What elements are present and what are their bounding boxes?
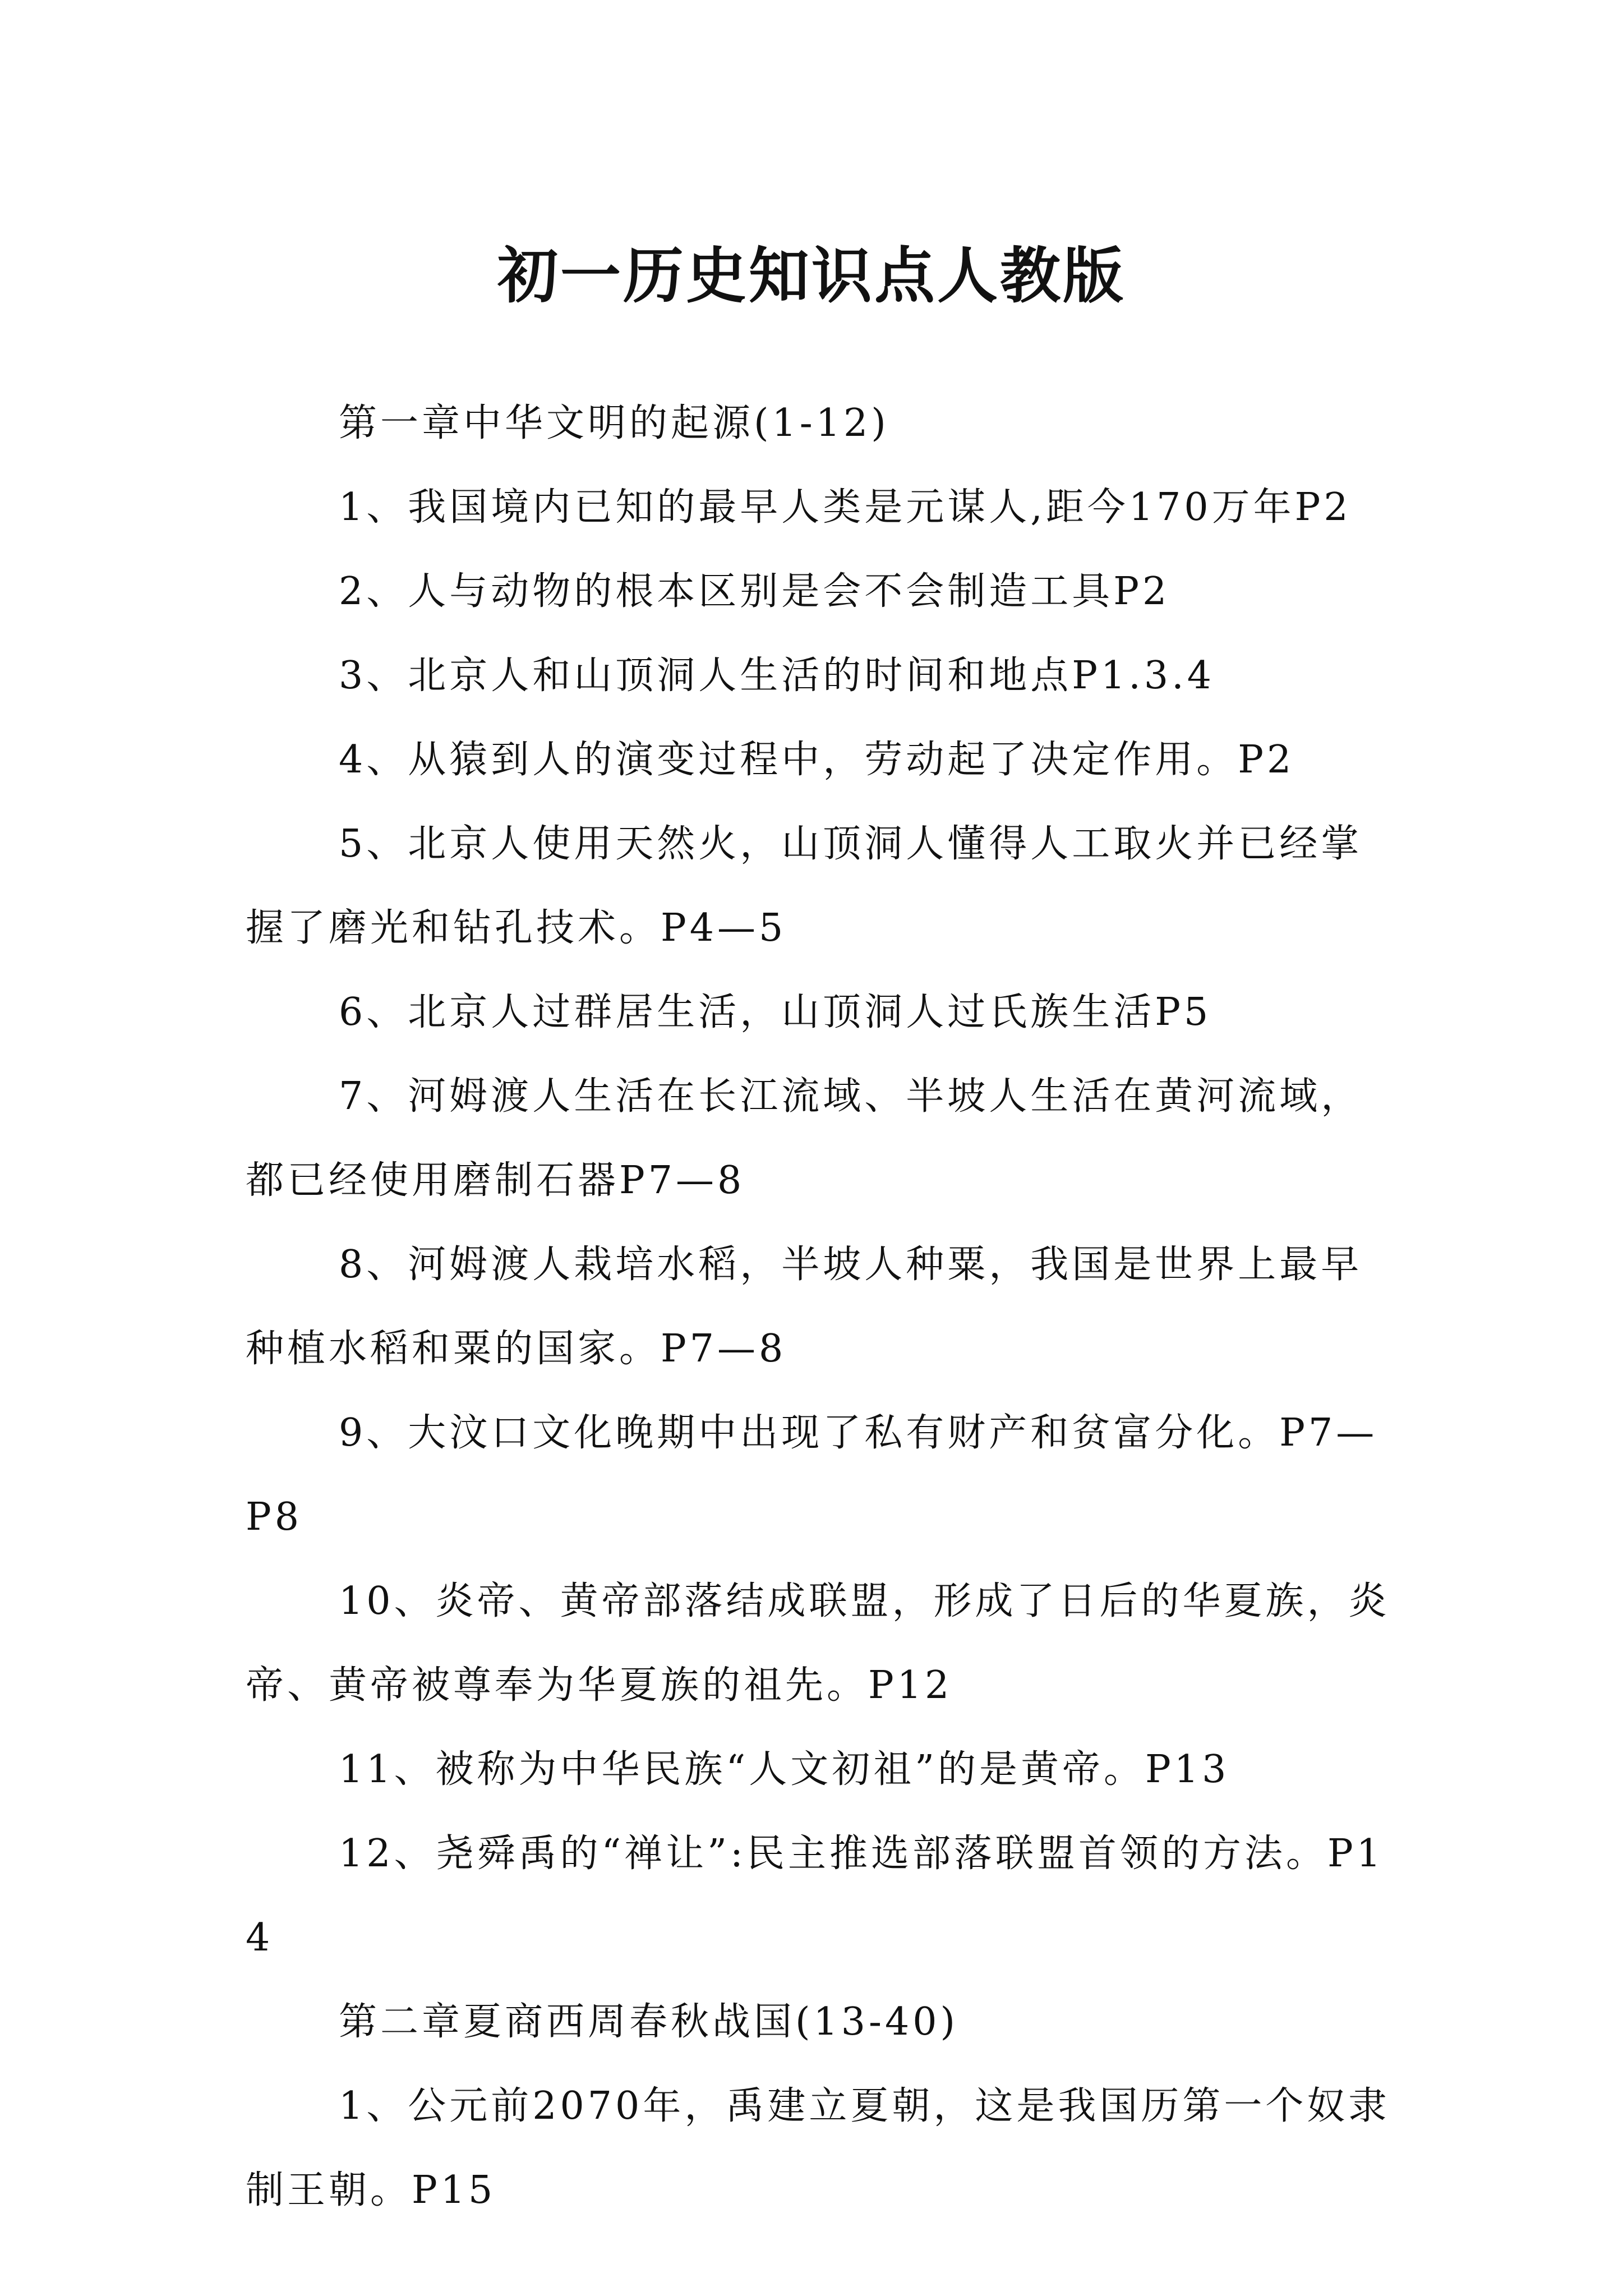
list-item: 1、公元前2070年，禹建立夏朝，这是我国历第一个奴隶制王朝。P15 — [246, 2084, 1390, 2212]
list-item: 2、人与动物的根本区别是会不会制造工具P2 — [339, 569, 1170, 614]
list-item: 9、大汶口文化晚期中出现了私有财产和贫富分化。P7—P8 — [246, 1411, 1378, 1539]
list-item: 7、河姆渡人生活在长江流域、半坡人生活在黄河流域，都已经使用磨制石器P7—8 — [246, 1074, 1363, 1203]
list-item: 12、尧舜禹的“禅让”:民主推选部落联盟首领的方法。P14 — [246, 1832, 1384, 1960]
document-title: 初一历史知识点人教版 — [497, 241, 1126, 312]
list-item: 6、北京人过群居生活，山顶洞人过氏族生活P5 — [339, 990, 1212, 1034]
list-item: 10、炎帝、黄帝部落结成联盟，形成了日后的华夏族，炎帝、黄帝被尊奉为华夏族的祖先。P12 — [246, 1579, 1390, 1708]
list-item: 1、我国境内已知的最早人类是元谋人,距今170万年P2 — [339, 485, 1352, 530]
list-item: 4、从猿到人的演变过程中，劳动起了决定作用。P2 — [339, 738, 1295, 782]
list-item: 5、北京人使用天然火，山顶洞人懂得人工取火并已经掌握了磨光和钻孔技术。P4—5 — [246, 822, 1363, 950]
document-body — [246, 381, 1395, 2233]
chapter-heading: 第一章中华文明的起源(1-12) — [339, 401, 889, 445]
list-item: 11、被称为中华民族“人文初祖”的是黄帝。P13 — [339, 1747, 1230, 1792]
chapter-heading: 第二章夏商西周春秋战国(13-40) — [339, 2000, 959, 2044]
list-item: 3、北京人和山顶洞人生活的时间和地点P1.3.4 — [339, 654, 1215, 698]
list-item: 8、河姆渡人栽培水稻，半坡人种粟，我国是世界上最早种植水稻和粟的国家。P7—8 — [246, 1243, 1363, 1371]
